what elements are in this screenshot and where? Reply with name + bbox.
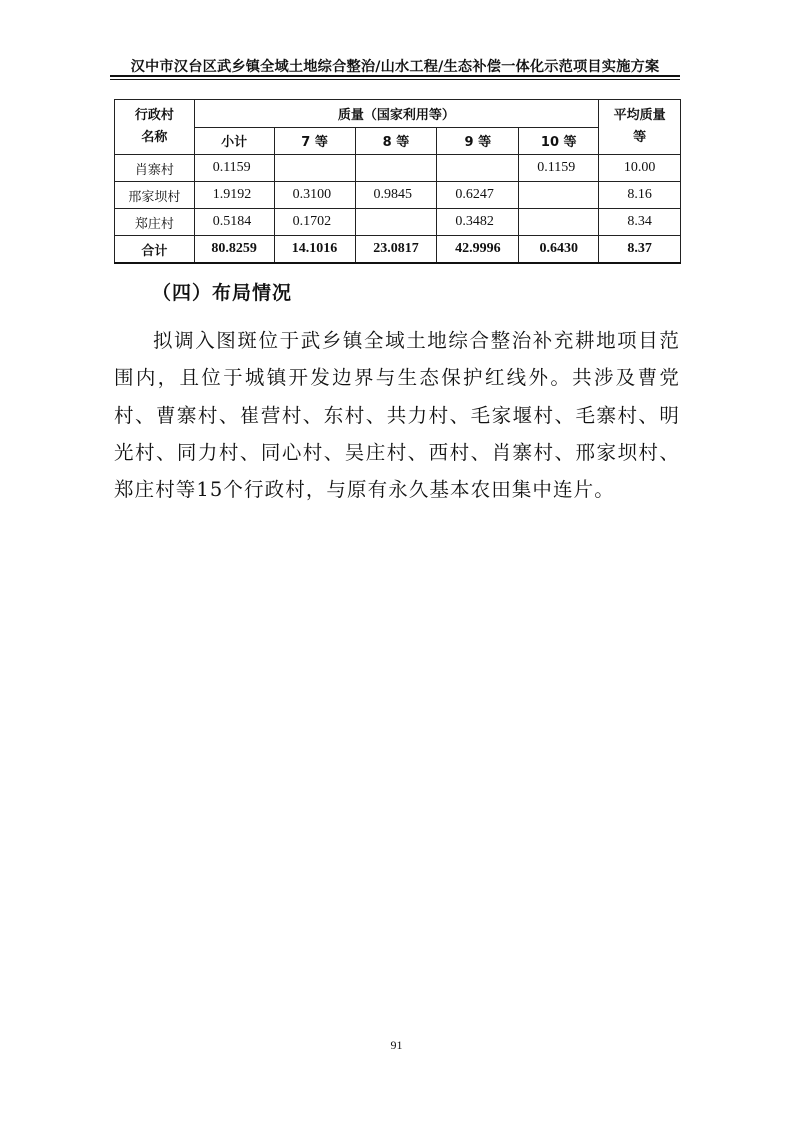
grade-8-cell (355, 155, 437, 182)
page-number: 91 (390, 1038, 403, 1052)
grade-10-cell (519, 182, 599, 209)
grade-9-cell: 0.6247 (437, 182, 519, 209)
avg-header-line2: 等 (633, 130, 647, 145)
grade-9-cell: 0.3482 (437, 209, 519, 236)
subtotal-cell: 0.5184 (194, 209, 274, 236)
subheader-subtotal: 小计 (194, 127, 274, 155)
village-column-header (115, 100, 195, 155)
table-row (115, 182, 681, 209)
subheader-grade-10: 10 等 (519, 127, 599, 155)
page-header-title: 汉中市汉台区武乡镇全域土地综合整治/山水工程/生态补偿一体化示范项目实施方案 (130, 59, 660, 75)
total-avg-grade-cell: 8.37 (599, 236, 681, 264)
table-header-row (115, 100, 681, 128)
grade-10-cell: 0.1159 (519, 155, 599, 182)
subheader-grade-9: 9 等 (437, 127, 519, 155)
avg-column-header (599, 100, 681, 155)
grade-7-cell: 0.3100 (274, 182, 355, 209)
grade-10-cell (519, 209, 599, 236)
grade-9-cell (437, 155, 519, 182)
section-paragraph: 拟调入图斑位于武乡镇全域土地综合整治补充耕地项目范围内，且位于城镇开发边界与生态保护红线外。共涉及曹党村、曹寨村、崔营村、东村、共力村、毛家堰村、毛寨村、明光村、同力村、同心村、吴庄村、西村、肖寨村、邢家坝村、郑庄村等15个行政村，与原有永久基本农田集中连片。 (114, 329, 680, 502)
total-grade-9-cell: 42.9996 (437, 236, 519, 264)
village-name: 邢家坝村 (115, 182, 195, 209)
total-subtotal-cell: 80.8259 (194, 236, 274, 264)
grade-8-cell (355, 209, 437, 236)
total-label: 合计 (115, 236, 195, 264)
table-total-row (115, 236, 681, 264)
grade-7-cell: 0.1702 (274, 209, 355, 236)
grade-7-cell (274, 155, 355, 182)
avg-grade-cell: 8.16 (599, 182, 681, 209)
total-grade-8-cell: 23.0817 (355, 236, 437, 264)
village-name: 肖寨村 (115, 155, 195, 182)
village-name: 郑庄村 (115, 209, 195, 236)
subheader-grade-8: 8 等 (355, 127, 437, 155)
total-grade-7-cell: 14.1016 (274, 236, 355, 264)
subtotal-cell: 0.1159 (194, 155, 274, 182)
header-rule-thick (110, 75, 680, 77)
avg-header-line1: 平均质量 (613, 108, 666, 123)
grade-8-cell: 0.9845 (355, 182, 437, 209)
village-header-line1: 行政村 (134, 108, 174, 123)
avg-grade-cell: 10.00 (599, 155, 681, 182)
quality-table (114, 99, 681, 264)
table-subheader-row (115, 127, 681, 155)
subtotal-cell: 1.9192 (194, 182, 274, 209)
section-heading: （四）布局情况 (152, 282, 293, 304)
total-grade-10-cell: 0.6430 (519, 236, 599, 264)
avg-grade-cell: 8.34 (599, 209, 681, 236)
subheader-grade-7: 7 等 (274, 127, 355, 155)
table-row (115, 209, 681, 236)
village-header-line2: 名称 (141, 130, 168, 145)
quality-column-header: 质量（国家利用等） (194, 100, 598, 128)
table-row (115, 155, 681, 182)
header-rule-thin (110, 79, 680, 80)
